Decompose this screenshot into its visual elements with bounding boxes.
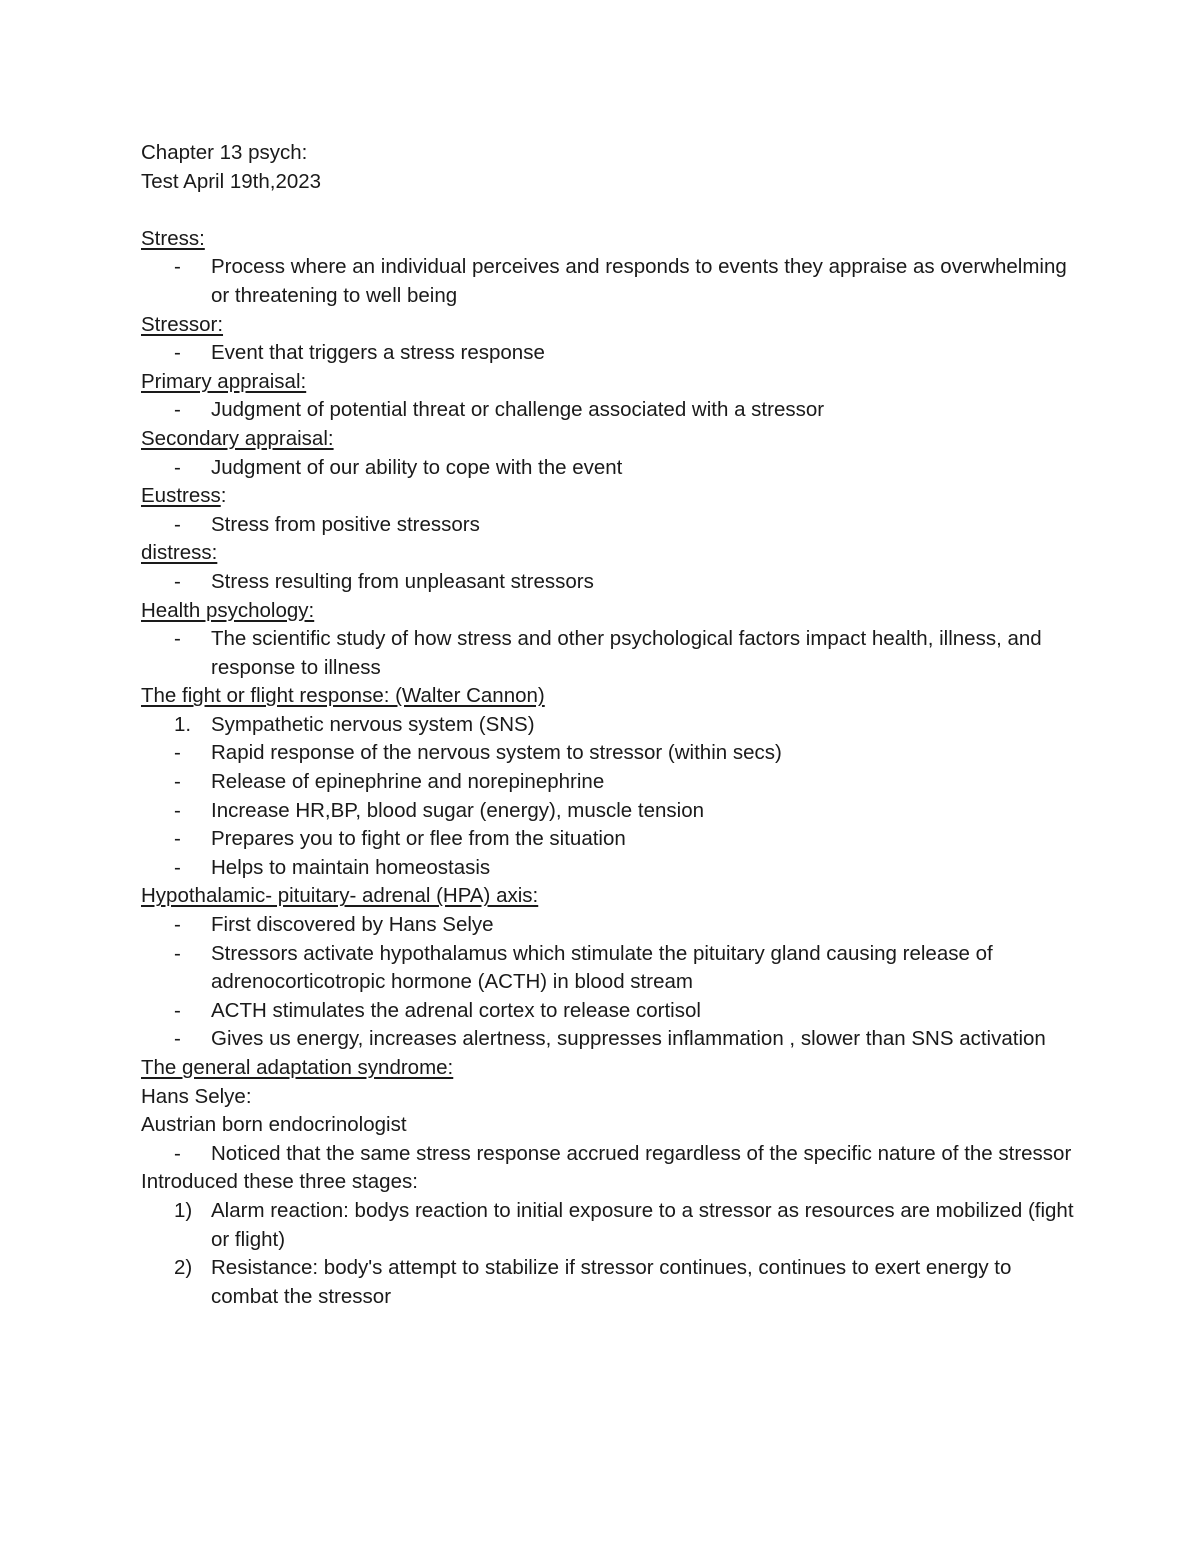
list-item: - Increase HR,BP, blood sugar (energy), muscle tension	[174, 798, 705, 822]
test-date: Test April 19th,2023	[141, 169, 322, 193]
list-item: - Release of epinephrine and norepinephrine	[174, 770, 605, 794]
section-heading-stressor: Stressor:	[141, 312, 224, 336]
stage-item: 1) Alarm reaction: bodys reaction to initial exposure to a stressor as resources are mobilized (fight or flight)	[174, 1198, 1074, 1251]
list-item: - Gives us energy, increases alertness, suppresses inflammation , slower than SNS activation	[174, 1027, 1046, 1051]
section-heading-distress: distress:	[141, 541, 218, 565]
list-item: - First discovered by Hans Selye	[174, 913, 494, 937]
list-item: - Judgment of our ability to cope with the event	[174, 455, 623, 479]
list-item: - The scientific study of how stress and other psychological factors impact health, illness, and response to illness	[174, 627, 1042, 679]
list-item: - Process where an individual perceives and responds to events they appraise as overwhelming or threatening to well being	[174, 255, 1067, 307]
section-heading-fight-or-flight: The fight or flight response: (Walter Cannon)	[141, 684, 545, 708]
document-title: Chapter 13 psych:	[141, 141, 308, 164]
blank-line	[141, 196, 1081, 225]
section-heading-stress: Stress:	[141, 226, 205, 250]
gas-line-selye: Hans Selye:	[141, 1084, 252, 1108]
list-item: - Stress resulting from unpleasant stressors	[174, 569, 594, 593]
stage-item: 2) Resistance: body's attempt to stabilize if stressor continues, continues to exert energy to combat the stressor	[174, 1256, 1012, 1308]
list-item: - Prepares you to fight or flee from the situation	[174, 827, 626, 851]
section-heading-eustress: Eustress:	[141, 484, 227, 508]
document-page	[141, 139, 1081, 1311]
gas-line-endocrinologist: Austrian born endocrinologist	[141, 1113, 407, 1137]
list-item: - Event that triggers a stress response	[174, 341, 545, 365]
section-heading-hpa-axis: Hypothalamic- pituitary- adrenal (HPA) axis:	[141, 884, 539, 908]
section-heading-general-adaptation-syndrome: The general adaptation syndrome:	[141, 1056, 454, 1079]
list-item: - Helps to maintain homeostasis	[174, 855, 491, 879]
list-item: 1. Sympathetic nervous system (SNS)	[174, 712, 535, 736]
section-heading-health-psychology: Health psychology:	[141, 598, 315, 622]
list-item: - Stress from positive stressors	[174, 512, 480, 536]
section-heading-secondary-appraisal: Secondary appraisal:	[141, 426, 334, 450]
list-item: - Stressors activate hypothalamus which stimulate the pituitary gland causing release of adrenocorticotropic hormone (ACTH) in blood stream	[174, 941, 993, 994]
list-item: - ACTH stimulates the adrenal cortex to release cortisol	[174, 998, 701, 1022]
gas-intro: Introduced these three stages:	[141, 1170, 418, 1194]
list-item: - Noticed that the same stress response accrued regardless of the specific nature of the stressor	[174, 1141, 1072, 1165]
section-heading-primary-appraisal: Primary appraisal:	[141, 369, 307, 393]
list-item: - Rapid response of the nervous system to stressor (within secs)	[174, 741, 782, 765]
list-item: - Judgment of potential threat or challenge associated with a stressor	[174, 398, 825, 422]
